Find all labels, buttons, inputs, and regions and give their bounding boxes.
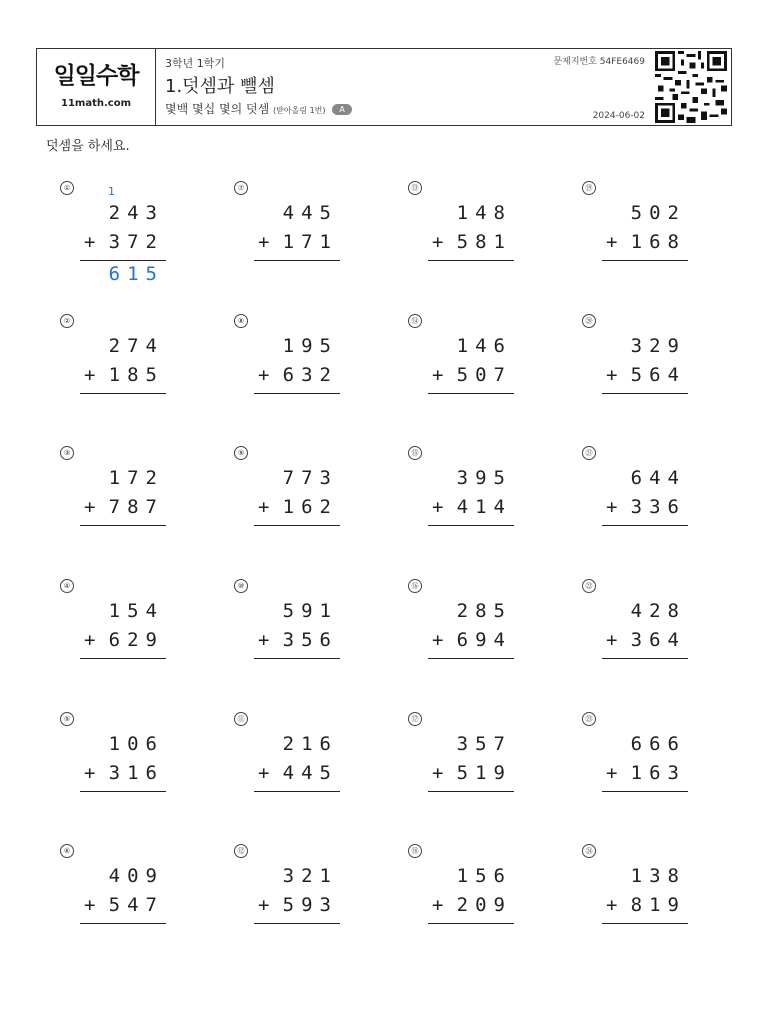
problem-number: ⑮: [408, 446, 422, 460]
problem-number: ㉓: [582, 712, 596, 726]
problem-18: [396, 844, 516, 964]
problem-10: [222, 579, 342, 699]
problem-number: ⑭: [408, 314, 422, 328]
grade-label: 3학년 1학기: [165, 57, 225, 70]
problem-number: ①: [60, 181, 74, 195]
top-operand: 321: [282, 865, 338, 887]
plus-sign: +: [258, 496, 270, 518]
top-operand: 409: [108, 865, 164, 887]
bottom-operand: 163: [630, 762, 686, 784]
plus-sign: +: [258, 364, 270, 386]
top-operand: 644: [630, 467, 686, 489]
bottom-operand: 519: [456, 762, 512, 784]
problem-16: [396, 579, 516, 699]
bottom-operand: 171: [282, 231, 338, 253]
subtitle-note: (받아올림 1번): [273, 106, 326, 115]
answer-line: [602, 393, 688, 394]
problem-number: ⑲: [582, 181, 596, 195]
plus-sign: +: [606, 364, 618, 386]
bottom-operand: 632: [282, 364, 338, 386]
plus-sign: +: [84, 894, 96, 916]
bottom-operand: 787: [108, 496, 164, 518]
problem-number: ⑧: [234, 314, 248, 328]
top-operand: 357: [456, 733, 512, 755]
bottom-operand: 414: [456, 496, 512, 518]
problem-number: ②: [60, 314, 74, 328]
bottom-operand: 445: [282, 762, 338, 784]
problem-5: [48, 712, 168, 832]
problem-number: ⑦: [234, 181, 248, 195]
top-operand: 591: [282, 600, 338, 622]
page-title: 1.덧셈과 뺄셈: [165, 76, 275, 97]
problem-9: [222, 446, 342, 566]
problem-number: ㉑: [582, 446, 596, 460]
answer-line: [428, 791, 514, 792]
bottom-operand: 819: [630, 894, 686, 916]
answer-line: [428, 393, 514, 394]
top-operand: 773: [282, 467, 338, 489]
plus-sign: +: [84, 231, 96, 253]
bottom-operand: 316: [108, 762, 164, 784]
problem-17: [396, 712, 516, 832]
problem-number: ⑥: [60, 844, 74, 858]
bottom-operand: 564: [630, 364, 686, 386]
plus-sign: +: [84, 364, 96, 386]
bottom-operand: 336: [630, 496, 686, 518]
problem-19: [570, 181, 690, 301]
answer-line: [602, 658, 688, 659]
top-operand: 329: [630, 335, 686, 357]
bottom-operand: 372: [108, 231, 164, 253]
problem-7: [222, 181, 342, 301]
plus-sign: +: [432, 231, 444, 253]
answer-line: [254, 658, 340, 659]
answer-line: [428, 923, 514, 924]
bottom-operand: 209: [456, 894, 512, 916]
qr-code-icon: [653, 51, 729, 123]
plus-sign: +: [432, 629, 444, 651]
problem-number: ⑨: [234, 446, 248, 460]
plus-sign: +: [432, 894, 444, 916]
logo-text: 일일수학: [53, 63, 139, 89]
problem-number: ⑳: [582, 314, 596, 328]
top-operand: 285: [456, 600, 512, 622]
top-operand: 274: [108, 335, 164, 357]
problem-8: [222, 314, 342, 434]
problem-number: ㉔: [582, 844, 596, 858]
bottom-operand: 694: [456, 629, 512, 651]
answer-line: [254, 923, 340, 924]
title-area: [165, 55, 515, 117]
answer-line: [80, 260, 166, 261]
answer-line: [254, 525, 340, 526]
plus-sign: +: [258, 231, 270, 253]
plus-sign: +: [432, 496, 444, 518]
plus-sign: +: [84, 629, 96, 651]
bottom-operand: 581: [456, 231, 512, 253]
answer-line: [80, 791, 166, 792]
problem-number: ⑱: [408, 844, 422, 858]
bottom-operand: 162: [282, 496, 338, 518]
bottom-operand: 629: [108, 629, 164, 651]
problem-number: ㉒: [582, 579, 596, 593]
top-operand: 666: [630, 733, 686, 755]
answer-line: [602, 260, 688, 261]
subtitle: [165, 100, 515, 117]
plus-sign: +: [258, 629, 270, 651]
answer-line: [602, 791, 688, 792]
top-operand: 148: [456, 202, 512, 224]
top-operand: 428: [630, 600, 686, 622]
plus-sign: +: [606, 762, 618, 784]
answer-line: [428, 525, 514, 526]
bottom-operand: 507: [456, 364, 512, 386]
plus-sign: +: [432, 762, 444, 784]
problem-3: [48, 446, 168, 566]
logo-url: 11math.com: [61, 98, 131, 109]
problem-number: ⑫: [234, 844, 248, 858]
problem-4: [48, 579, 168, 699]
problem-13: [396, 181, 516, 301]
bottom-operand: 356: [282, 629, 338, 651]
answer-line: [254, 260, 340, 261]
problem-number: ⑤: [60, 712, 74, 726]
problem-number: ⑰: [408, 712, 422, 726]
answer-line: [428, 260, 514, 261]
top-operand: 172: [108, 467, 164, 489]
problem-code: 문제지번호 54FE6469: [553, 57, 645, 67]
answer-line: [80, 923, 166, 924]
top-operand: 243: [108, 202, 164, 224]
bottom-operand: 547: [108, 894, 164, 916]
plus-sign: +: [258, 762, 270, 784]
plus-sign: +: [258, 894, 270, 916]
top-operand: 146: [456, 335, 512, 357]
answer-line: [602, 525, 688, 526]
problem-24: [570, 844, 690, 964]
problem-14: [396, 314, 516, 434]
top-operand: 395: [456, 467, 512, 489]
top-operand: 445: [282, 202, 338, 224]
plus-sign: +: [84, 496, 96, 518]
instruction: 덧셈을 하세요.: [46, 139, 130, 154]
level-badge: A: [332, 104, 351, 115]
problem-number: ③: [60, 446, 74, 460]
problem-20: [570, 314, 690, 434]
plus-sign: +: [606, 894, 618, 916]
carry-digit: 1: [108, 185, 115, 198]
problem-number: ⑩: [234, 579, 248, 593]
problem-23: [570, 712, 690, 832]
bottom-operand: 185: [108, 364, 164, 386]
bottom-operand: 364: [630, 629, 686, 651]
problem-6: [48, 844, 168, 964]
problem-number: ⑬: [408, 181, 422, 195]
answer-line: [254, 791, 340, 792]
answer-value[interactable]: 615: [108, 263, 164, 285]
top-operand: 138: [630, 865, 686, 887]
answer-line: [80, 658, 166, 659]
plus-sign: +: [432, 364, 444, 386]
logo: [37, 49, 156, 125]
top-operand: 154: [108, 600, 164, 622]
answer-line: [80, 393, 166, 394]
subtitle-text: 몇백 몇십 몇의 덧셈: [165, 102, 270, 116]
bottom-operand: 593: [282, 894, 338, 916]
plus-sign: +: [84, 762, 96, 784]
top-operand: 106: [108, 733, 164, 755]
bottom-operand: 168: [630, 231, 686, 253]
problem-21: [570, 446, 690, 566]
answer-line: [254, 393, 340, 394]
plus-sign: +: [606, 629, 618, 651]
problem-2: [48, 314, 168, 434]
problem-11: [222, 712, 342, 832]
problem-12: [222, 844, 342, 964]
problem-number: ⑯: [408, 579, 422, 593]
problem-number: ④: [60, 579, 74, 593]
problem-1: [48, 181, 168, 301]
problem-15: [396, 446, 516, 566]
problem-22: [570, 579, 690, 699]
answer-line: [80, 525, 166, 526]
top-operand: 216: [282, 733, 338, 755]
plus-sign: +: [606, 496, 618, 518]
date-label: 2024-06-02: [592, 111, 645, 121]
worksheet-header: [36, 48, 732, 126]
answer-line: [602, 923, 688, 924]
problem-number: ⑪: [234, 712, 248, 726]
top-operand: 502: [630, 202, 686, 224]
answer-line: [428, 658, 514, 659]
top-operand: 156: [456, 865, 512, 887]
top-operand: 195: [282, 335, 338, 357]
plus-sign: +: [606, 231, 618, 253]
